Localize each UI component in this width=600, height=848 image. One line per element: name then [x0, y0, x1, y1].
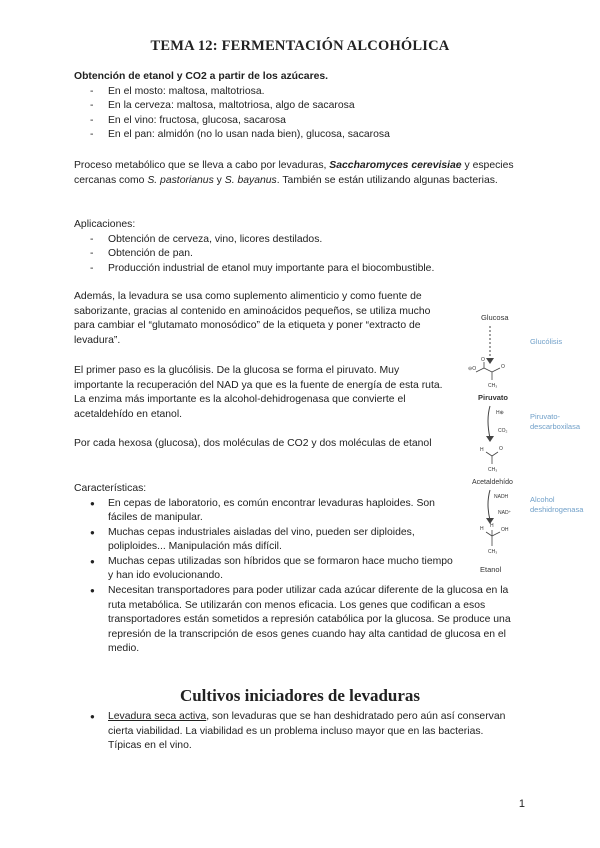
piruvato-desc-label-2: descarboxilasa [530, 422, 581, 431]
page-number: 1 [518, 798, 525, 810]
list-item: - En la cerveza: maltosa, maltotriosa, algo de sacarosa [74, 99, 529, 114]
proceso-text: y especies cercanas como [74, 160, 514, 186]
list-item: - En el pan: almidón (no lo usan nada bien), glucosa, sacarosa [74, 128, 529, 143]
decarboxylase-arrow [488, 406, 490, 438]
obtencion-heading: Obtención de etanol y CO2 a partir de los azúcares. [74, 71, 329, 82]
caracteristicas-heading: Características: [74, 483, 147, 494]
chem-text: O [501, 364, 505, 370]
chem-text: H [480, 447, 484, 453]
chem-text: H [490, 523, 494, 529]
list-item: ● Muchas cepas industriales aisladas del vino, pueden ser diploides, poliploides... Manipulación más difícil. [74, 526, 454, 555]
list-item [74, 710, 529, 754]
aplicaciones-heading: Aplicaciones: [74, 219, 136, 230]
list-item: - Producción industrial de etanol muy importante para el biocombustible. [74, 262, 529, 277]
chem-text: H⊕ [496, 410, 504, 416]
list-item: ● Necesitan transportadores para poder utilizar cada azúcar diferente de la glucosa en la ruta metabólica. Se utilizarán con menos eficacia. Los genes que codifican a esos transportadores están sometidos a represión catabólica por la glucosa. Se produce una represión de la transcripción de esos genes cuando hay alta cantidad de glucosa en el medio. [74, 584, 529, 657]
proceso-text: y [213, 174, 225, 186]
chem-text: CH₃ [488, 549, 498, 555]
cultivos-section [74, 710, 529, 754]
primer-paso-paragraph [74, 364, 446, 422]
page-title: TEMA 12: FERMENTACIÓN ALCOHÓLICA [150, 38, 450, 54]
fermentation-diagram [446, 308, 596, 588]
aplicaciones-section [74, 218, 529, 276]
arrow-head-icon [486, 358, 494, 364]
ademas-text: Además, la levadura se usa como suplemento alimenticio y como fuente de saborizante, gracias al contenido en aminoácidos pequeños, se utiliza mucho para cambiar el “glutamato monosódico” de la etiqueta y poner “extracto de levadura”. [74, 291, 431, 346]
chem-text: CH₃ [488, 383, 498, 389]
hexosa-paragraph [74, 437, 446, 452]
caracteristicas-list [74, 497, 454, 584]
etanol-label: Etanol [480, 565, 502, 574]
chem-text: NADH [494, 494, 509, 500]
glucosa-label: Glucosa [481, 313, 509, 322]
cultivos-extra: Típicas en el vino. [108, 740, 192, 751]
acetaldehido-label: Acetaldehído [472, 479, 513, 486]
chem-text: ⊖O [468, 366, 477, 372]
proceso-text: Proceso metabólico que se lleva a cabo por levaduras, [74, 160, 330, 171]
dehydrogenase-arrow [488, 490, 490, 520]
caracteristicas-list-cont [74, 584, 529, 657]
alcohol-deshidrogenasa-label-2: deshidrogenasa [530, 505, 584, 514]
ademas-paragraph [74, 290, 446, 348]
list-item: - Obtención de pan. [74, 247, 529, 262]
piruvato-desc-label-1: Piruvato- [530, 412, 561, 421]
list-item: - Obtención de cerveza, vino, licores destilados. [74, 233, 529, 248]
chem-text: O [481, 357, 485, 363]
species-name: Saccharomyces cerevisiae [329, 160, 462, 171]
chem-text: O [499, 446, 503, 452]
chem-text: OH [501, 527, 509, 533]
acetaldehyde-structure [486, 452, 498, 464]
list-item: - En el vino: fructosa, glucosa, sacarosa [74, 114, 529, 129]
piruvato-label: Piruvato [478, 393, 509, 402]
section-heading: Cultivos iniciadores de levaduras [179, 686, 421, 705]
hexosa-text: Por cada hexosa (glucosa), dos moléculas de CO2 y dos moléculas de etanol [74, 438, 432, 449]
pyruvate-structure [476, 362, 500, 380]
chem-text: CH₃ [488, 467, 498, 473]
species-name: S. pastorianus [147, 174, 214, 186]
ethanol-structure [486, 530, 500, 546]
primer-paso-text: El primer paso es la glucólisis. De la glucosa se forma el piruvato. Muy importante la recuperación del NAD ya que es la fuente de energía de esta ruta. La enzima más importante es la alcohol-dehidrogenasa que convierte el acetaldehído en etanol. [74, 365, 443, 420]
caracteristicas-section [74, 482, 454, 584]
chem-text: H [480, 526, 484, 532]
list-item: ● Muchas cepas utilizadas son híbridos que se formaron hace mucho tiempo y han ido evolucionando. [74, 555, 454, 584]
obtencion-list [74, 85, 529, 143]
list-item: ● En cepas de laboratorio, es común encontrar levaduras haploides. Son fáciles de manipular. [74, 497, 454, 526]
chem-text: CO₂ [498, 428, 508, 434]
proceso-text: . También se están utilizando algunas bacterias. [276, 174, 498, 186]
cultivos-text: , son levaduras que se han deshidratado pero aún así conservan cierta viabilidad. La viabilidad es un problema incluso mayor que en las bacterias. [108, 711, 506, 737]
cultivos-list [74, 710, 529, 754]
chem-text: NAD⁺ [498, 510, 512, 516]
species-name: S. bayanus [224, 174, 277, 186]
proceso-paragraph [74, 159, 529, 188]
obtencion-section [74, 70, 529, 143]
alcohol-deshidrogenasa-label-1: Alcohol [530, 495, 555, 504]
list-item: - En el mosto: maltosa, maltotriosa. [74, 85, 529, 100]
aplicaciones-list [74, 233, 529, 277]
arrow-head-icon [486, 436, 494, 442]
levadura-seca-link: Levadura seca activa [108, 711, 207, 722]
caracteristicas-last [74, 584, 529, 657]
glucolisis-label: Glucólisis [530, 337, 563, 346]
